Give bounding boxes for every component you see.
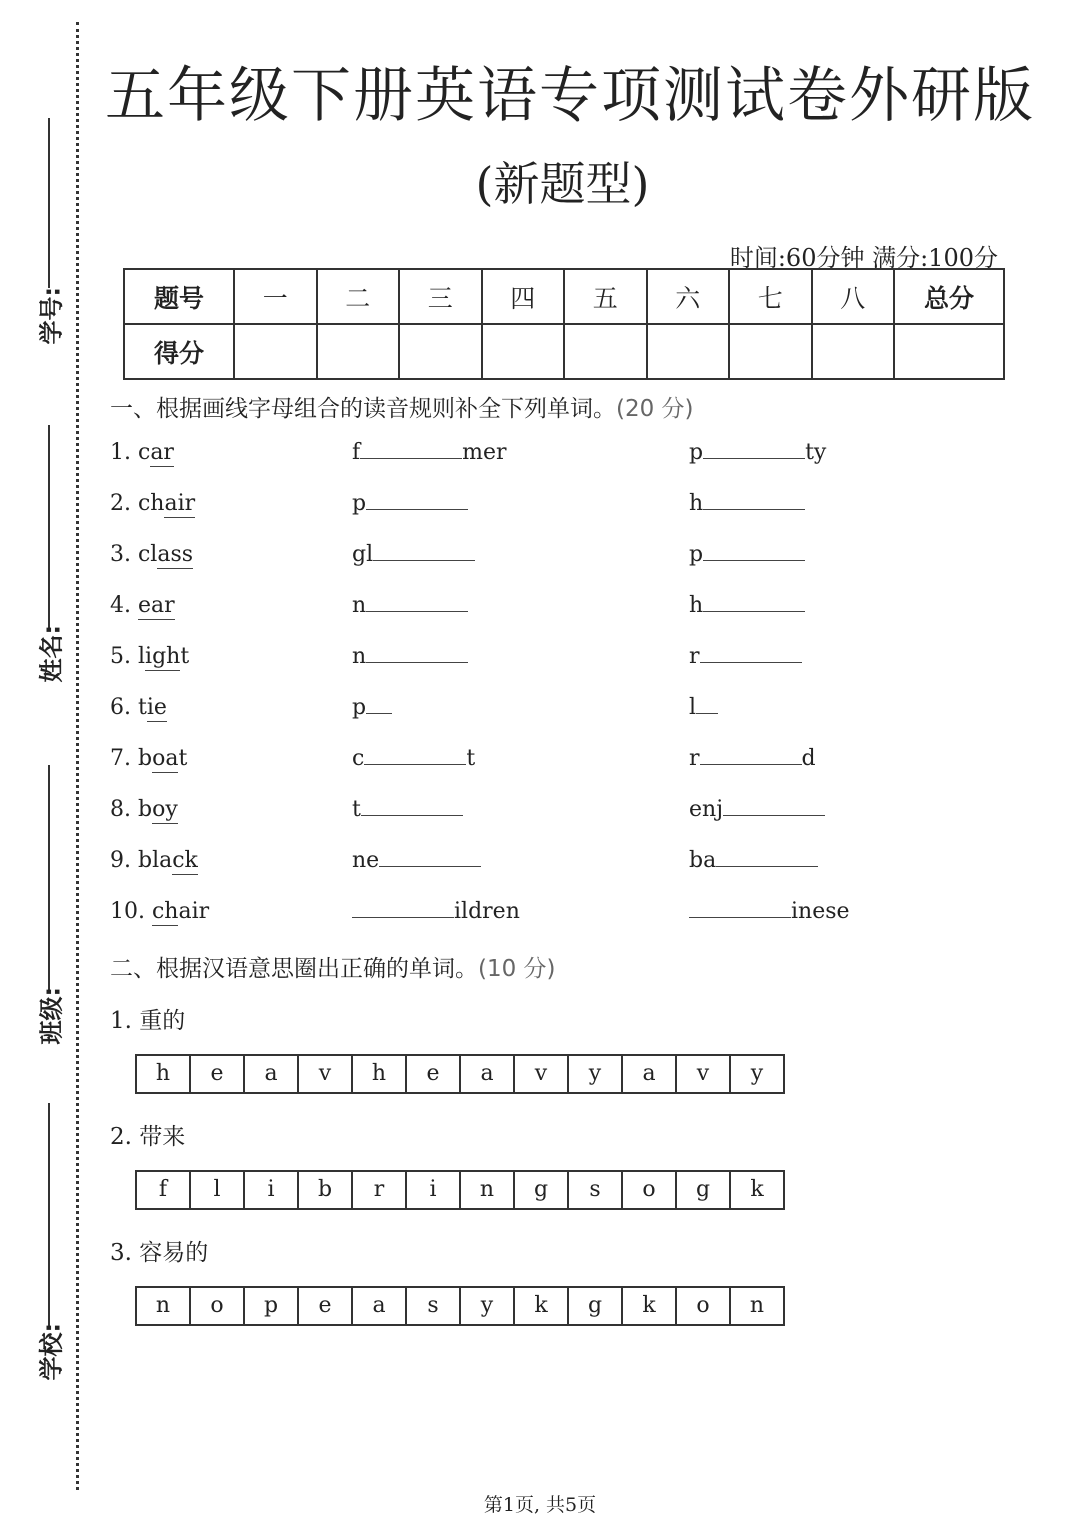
page-subtitle: (新题型) [475, 157, 650, 211]
word-part: t [137, 695, 147, 720]
model-word [110, 542, 193, 567]
section1-item [110, 746, 1010, 786]
letter-cell[interactable]: k [515, 1288, 569, 1324]
word-part: ne [352, 848, 380, 873]
letter-cell[interactable]: k [731, 1172, 785, 1208]
item-number: 5. [110, 644, 138, 669]
section1-points: (20 分) [616, 396, 694, 422]
answer-blank[interactable] [366, 593, 468, 612]
name-line[interactable] [48, 425, 50, 630]
answer-blank[interactable] [366, 491, 468, 510]
letter-cell[interactable]: y [731, 1056, 785, 1092]
name-label: 姓名: [37, 624, 66, 683]
letter-cell[interactable]: v [677, 1056, 731, 1092]
word-part: l [137, 644, 146, 669]
fill-word-c [689, 695, 718, 720]
score-cell[interactable] [399, 324, 482, 379]
letter-cell[interactable]: b [299, 1172, 353, 1208]
score-col-6: 六 [647, 269, 730, 324]
letter-cell[interactable]: n [137, 1288, 191, 1324]
word-part: p [689, 440, 704, 465]
model-word [110, 644, 189, 669]
letter-cell[interactable]: h [137, 1056, 191, 1092]
letter-cell[interactable]: r [353, 1172, 407, 1208]
letter-cell[interactable]: f [137, 1172, 191, 1208]
item-number: 2. [110, 491, 138, 516]
letter-cell[interactable]: i [407, 1172, 461, 1208]
fill-word-b [352, 644, 468, 669]
item-number: 4. [110, 593, 138, 618]
score-col-3: 三 [399, 269, 482, 324]
fill-word-c [689, 746, 816, 771]
model-word [110, 899, 209, 924]
section2-points: (10 分) [478, 956, 556, 982]
word-part: t [178, 746, 188, 771]
fill-word-c [689, 848, 818, 873]
item-number: 3. [110, 542, 138, 567]
fill-word-b [352, 491, 468, 516]
underlined-letters: oa [152, 746, 179, 771]
page-footer: 第1页, 共5页 [483, 1494, 597, 1516]
score-cell[interactable] [812, 324, 895, 379]
fill-word-b [352, 746, 475, 771]
letter-cell[interactable]: y [461, 1288, 515, 1324]
letter-cell[interactable]: a [623, 1056, 677, 1092]
letter-cell[interactable]: i [245, 1172, 299, 1208]
word-part: p [689, 542, 704, 567]
answer-blank[interactable] [366, 644, 468, 663]
word-part: ildren [454, 899, 520, 924]
section1-item [110, 491, 1010, 531]
fill-word-b [352, 848, 481, 873]
letter-cell[interactable]: g [677, 1172, 731, 1208]
class-line[interactable] [48, 765, 50, 990]
answer-blank[interactable] [716, 848, 818, 867]
score-cell[interactable] [894, 324, 1004, 379]
answer-blank[interactable] [360, 440, 462, 459]
fill-word-b [352, 899, 520, 924]
answer-blank[interactable] [700, 746, 802, 765]
section1-title [110, 390, 694, 423]
score-col-1: 一 [234, 269, 317, 324]
answer-blank[interactable] [703, 491, 805, 510]
section2-question-1-label: 1. 重的 [110, 1008, 186, 1034]
word-part: r [689, 644, 700, 669]
score-cell[interactable] [234, 324, 317, 379]
letter-grid-3 [135, 1286, 785, 1326]
score-cell[interactable] [317, 324, 400, 379]
answer-blank[interactable] [373, 542, 475, 561]
section1-item [110, 440, 1010, 480]
word-part: r [689, 746, 700, 771]
score-col-5: 五 [564, 269, 647, 324]
letter-cell[interactable]: n [731, 1288, 785, 1324]
underlined-letters: ass [157, 542, 194, 567]
word-part: air [178, 899, 210, 924]
underlined-letters: air [164, 491, 196, 516]
item-number: 7. [110, 746, 138, 771]
answer-blank[interactable] [703, 593, 805, 612]
section1-title-text: 一、根据画线字母组合的读音规则补全下列单词。 [110, 396, 616, 422]
word-part: l [689, 695, 697, 720]
letter-cell[interactable]: a [461, 1056, 515, 1092]
score-cell[interactable] [482, 324, 565, 379]
model-word [110, 746, 187, 771]
word-part: bla [137, 848, 173, 873]
score-table-header-row [124, 269, 1004, 324]
word-part: t [352, 797, 361, 822]
fill-word-b [352, 542, 475, 567]
page-title: 五年级下册英语专项测试卷外研版 [105, 61, 1035, 131]
letter-cell[interactable]: g [515, 1172, 569, 1208]
binding-dashed-line [76, 22, 79, 1490]
fill-word-c [689, 440, 826, 465]
word-part: b [137, 797, 153, 822]
fill-word-c [689, 797, 825, 822]
fill-word-c [689, 542, 805, 567]
underlined-letters: ear [137, 593, 175, 618]
word-part: t [180, 644, 190, 669]
underlined-letters: ie [146, 695, 167, 720]
word-part: mer [462, 440, 507, 465]
fill-word-c [689, 644, 802, 669]
word-part: h [689, 593, 704, 618]
word-part: ba [689, 848, 717, 873]
school-line[interactable] [48, 1103, 50, 1328]
letter-grid-2 [135, 1170, 785, 1210]
answer-blank[interactable] [723, 797, 825, 816]
score-table-score-head: 得分 [124, 324, 234, 379]
item-number: 1. [110, 440, 138, 465]
word-part: p [352, 695, 367, 720]
letter-cell[interactable]: e [299, 1288, 353, 1324]
answer-blank[interactable] [364, 746, 466, 765]
section1-item [110, 542, 1010, 582]
section1-item [110, 797, 1010, 837]
section2-question-2-label: 2. 带来 [110, 1124, 186, 1150]
section1-item [110, 899, 1010, 939]
word-part: inese [791, 899, 850, 924]
letter-cell[interactable]: a [245, 1056, 299, 1092]
letter-cell[interactable]: s [407, 1288, 461, 1324]
answer-blank[interactable] [352, 899, 454, 918]
answer-blank[interactable] [689, 899, 791, 918]
fill-word-b [352, 440, 507, 465]
score-col-8: 八 [812, 269, 895, 324]
score-cell[interactable] [647, 324, 730, 379]
model-word [110, 695, 167, 720]
section2-question-3-label: 3. 容易的 [110, 1240, 209, 1266]
fill-word-c [689, 593, 805, 618]
item-number: 6. [110, 695, 138, 720]
underlined-letters: ch [151, 899, 179, 924]
letter-cell[interactable]: y [569, 1056, 623, 1092]
answer-blank[interactable] [361, 797, 463, 816]
letter-cell[interactable]: o [677, 1288, 731, 1324]
model-word [110, 593, 175, 618]
underlined-letters: igh [145, 644, 181, 669]
student-no-label: 学号: [37, 286, 66, 345]
score-cell[interactable] [564, 324, 647, 379]
word-part: c [137, 440, 151, 465]
word-part: n [352, 644, 367, 669]
letter-cell[interactable]: v [299, 1056, 353, 1092]
item-number: 9. [110, 848, 138, 873]
letter-cell[interactable]: l [191, 1172, 245, 1208]
letter-cell[interactable]: e [191, 1056, 245, 1092]
word-part: cl [137, 542, 158, 567]
word-part: d [801, 746, 816, 771]
fill-word-b [352, 797, 463, 822]
score-cell[interactable] [729, 324, 812, 379]
time-score-info: 时间:60分钟 满分:100分 [729, 244, 998, 272]
answer-blank[interactable] [696, 695, 718, 714]
section1-item [110, 644, 1010, 684]
answer-blank[interactable] [703, 440, 805, 459]
score-col-4: 四 [482, 269, 565, 324]
letter-cell[interactable]: n [461, 1172, 515, 1208]
score-col-7: 七 [729, 269, 812, 324]
score-col-total: 总分 [894, 269, 1004, 324]
answer-blank[interactable] [379, 848, 481, 867]
fill-word-b [352, 695, 392, 720]
word-part: c [352, 746, 365, 771]
letter-cell[interactable]: g [569, 1288, 623, 1324]
letter-cell[interactable]: p [245, 1288, 299, 1324]
model-word [110, 491, 195, 516]
underlined-letters: oy [152, 797, 178, 822]
section1-item [110, 593, 1010, 633]
word-part: enj [689, 797, 724, 822]
word-part: t [466, 746, 476, 771]
letter-cell[interactable]: k [623, 1288, 677, 1324]
score-col-2: 二 [317, 269, 400, 324]
item-number: 8. [110, 797, 138, 822]
word-part: n [352, 593, 367, 618]
fill-word-c [689, 491, 805, 516]
model-word [110, 848, 198, 873]
word-part: p [352, 491, 367, 516]
letter-grid-1 [135, 1054, 785, 1094]
score-table [123, 268, 1005, 380]
word-part: b [137, 746, 153, 771]
section2-title-text: 二、根据汉语意思圈出正确的单词。 [110, 956, 478, 982]
word-part: ty [805, 440, 827, 465]
letter-cell[interactable]: a [353, 1288, 407, 1324]
model-word [110, 440, 174, 465]
answer-blank[interactable] [700, 644, 802, 663]
score-table-row-head: 题号 [124, 269, 234, 324]
section2-title [110, 950, 556, 983]
score-table-score-row [124, 324, 1004, 379]
item-number: 10. [110, 899, 152, 924]
letter-cell[interactable]: h [353, 1056, 407, 1092]
section1-item [110, 695, 1010, 735]
word-part: h [689, 491, 704, 516]
school-label: 学校: [37, 1322, 66, 1381]
letter-cell[interactable]: e [407, 1056, 461, 1092]
model-word [110, 797, 178, 822]
underlined-letters: ck [172, 848, 198, 873]
letter-cell[interactable]: s [569, 1172, 623, 1208]
answer-blank[interactable] [366, 695, 392, 714]
fill-word-c [689, 899, 850, 924]
letter-cell[interactable]: v [515, 1056, 569, 1092]
fill-word-b [352, 593, 468, 618]
word-part: f [352, 440, 361, 465]
word-part: gl [352, 542, 374, 567]
letter-cell[interactable]: o [623, 1172, 677, 1208]
word-part: ch [137, 491, 165, 516]
letter-cell[interactable]: o [191, 1288, 245, 1324]
underlined-letters: ar [150, 440, 174, 465]
answer-blank[interactable] [703, 542, 805, 561]
class-label: 班级: [37, 986, 66, 1045]
section1-item [110, 848, 1010, 888]
